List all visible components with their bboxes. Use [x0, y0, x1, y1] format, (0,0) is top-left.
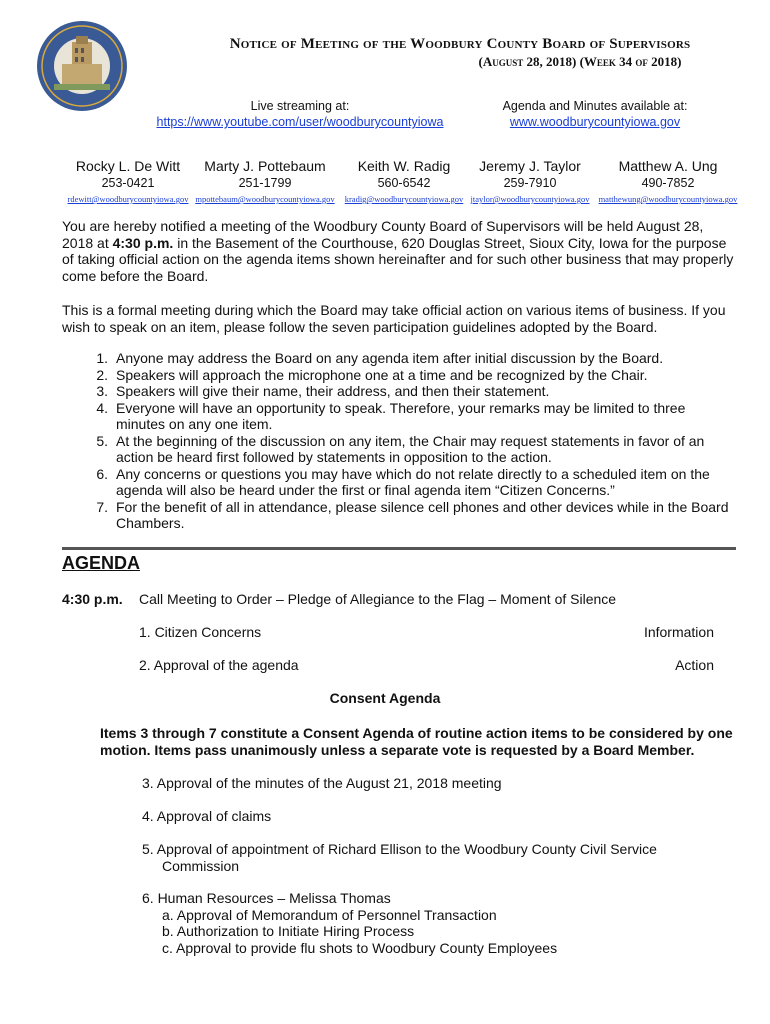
list-item: 5. At the beginning of the discussion on any item, the Chair may request statements in favor of an action be heard first followed by statements in opposition to the action.	[96, 432, 705, 465]
list-item: 6. Any concerns or questions you may have which do not relate directly to a scheduled item on the agenda will also be heard under the first or final agenda item “Citizen Concerns.”	[96, 465, 710, 498]
member-email-link[interactable]: rdewitt@woodburycountyiowa.gov	[67, 194, 189, 204]
minutes-block	[470, 98, 720, 130]
member-phone: 490-7852	[641, 176, 695, 190]
board-member	[334, 158, 474, 204]
member-phone: 560-6542	[377, 176, 431, 190]
member-phone: 253-0421	[101, 176, 155, 190]
member-name: Matthew A. Ung	[618, 158, 718, 174]
agenda-item-3: 3. Approval of the minutes of the August 21, 2018 meeting	[142, 775, 502, 791]
notice-paragraph: You are hereby notified a meeting of the Woodbury County Board of Supervisors will be held August 28, 2018 at 4:30 p.m. in the Basement of the Courthouse, 620 Douglas Street, Sioux City, Iowa for the purpose of taking official action on the agenda items shown hereinafter and for such other business that may properly come before the Board.	[62, 218, 734, 284]
agenda-item-6a: a. Approval of Memorandum of Personnel Transaction	[162, 907, 497, 923]
page-subtitle: (August 28, 2018) (Week 34 of 2018)	[478, 54, 682, 69]
agenda-item-6: 6. Human Resources – Melissa Thomas	[142, 890, 391, 906]
agenda-item-5-cont: Commission	[162, 858, 240, 874]
meeting-time: 4:30 p.m.	[112, 234, 174, 251]
agenda-item-6b: b. Authorization to Initiate Hiring Process	[162, 923, 415, 939]
agenda-item-1-type: Information	[643, 624, 714, 640]
member-email-link[interactable]: matthewung@woodburycountyiowa.gov	[598, 194, 738, 204]
consent-agenda-heading: Consent Agenda	[329, 690, 441, 706]
member-name: Marty J. Pottebaum	[204, 158, 326, 174]
list-item: 1. Anyone may address the Board on any agenda item after initial discussion by the Board.	[96, 350, 664, 366]
agenda-heading: AGENDA	[62, 553, 141, 573]
list-item: 2. Speakers will approach the microphone one at a time and be recognized by the Chair.	[96, 366, 648, 383]
board-member	[460, 158, 600, 204]
guidelines-intro: This is a formal meeting during which the Board may take official action on various items of business. If you wish to speak on an item, please follow the seven participation guidelines adopted by the Board.	[62, 302, 726, 335]
agenda-item-2: 2. Approval of the agenda	[139, 657, 299, 673]
live-streaming-block	[150, 98, 450, 130]
youtube-link[interactable]: https://www.youtube.com/user/woodburycountyiowa	[156, 115, 444, 129]
list-item: 7. For the benefit of all in attendance, please silence cell phones and other devices while in the Board Chambers.	[96, 498, 729, 531]
section-divider	[62, 547, 736, 550]
consent-agenda-note: Items 3 through 7 constitute a Consent Agenda of routine action items to be considered by one motion. Items pass unanimously unless a separate vote is requested by a Board Member.	[100, 725, 733, 758]
agenda-item-4: 4. Approval of claims	[142, 808, 272, 824]
woodbury-county-seal-icon	[36, 20, 128, 112]
agenda-time: 4:30 p.m.	[62, 591, 123, 607]
list-item: 4. Everyone will have an opportunity to speak. Therefore, your remarks may be limited to three minutes on any one item.	[96, 399, 686, 432]
member-email-link[interactable]: jtaylor@woodburycountyiowa.gov	[470, 194, 590, 204]
member-email-link[interactable]: mpottebaum@woodburycountyiowa.gov	[195, 194, 335, 204]
agenda-item-1: 1. Citizen Concerns	[139, 624, 262, 640]
member-name: Rocky L. De Witt	[75, 158, 181, 174]
county-website-link[interactable]: www.woodburycountyiowa.gov	[509, 115, 681, 129]
page-title: Notice of Meeting of the Woodbury County Board of Supervisors	[229, 36, 691, 52]
board-member	[190, 158, 340, 204]
live-streaming-label: Live streaming at:	[250, 99, 350, 113]
agenda-item-6c: c. Approval to provide flu shots to Woodbury County Employees	[162, 940, 558, 956]
board-member	[58, 158, 198, 204]
member-name: Keith W. Radig	[357, 158, 451, 174]
member-phone: 259-7910	[503, 176, 557, 190]
list-item: 3. Speakers will give their name, their address, and then their statement.	[96, 383, 550, 399]
guidelines-list	[62, 350, 738, 532]
member-name: Jeremy J. Taylor	[479, 158, 581, 174]
agenda-item-2-type: Action	[675, 657, 714, 673]
board-member	[596, 158, 740, 204]
agenda-item-5: 5. Approval of appointment of Richard Ellison to the Woodbury County Civil Service	[142, 841, 657, 857]
member-phone: 251-1799	[238, 176, 292, 190]
minutes-label: Agenda and Minutes available at:	[502, 99, 688, 113]
member-email-link[interactable]: kradig@woodburycountyiowa.gov	[344, 194, 464, 204]
call-to-order: Call Meeting to Order – Pledge of Allegiance to the Flag – Moment of Silence	[139, 591, 617, 607]
